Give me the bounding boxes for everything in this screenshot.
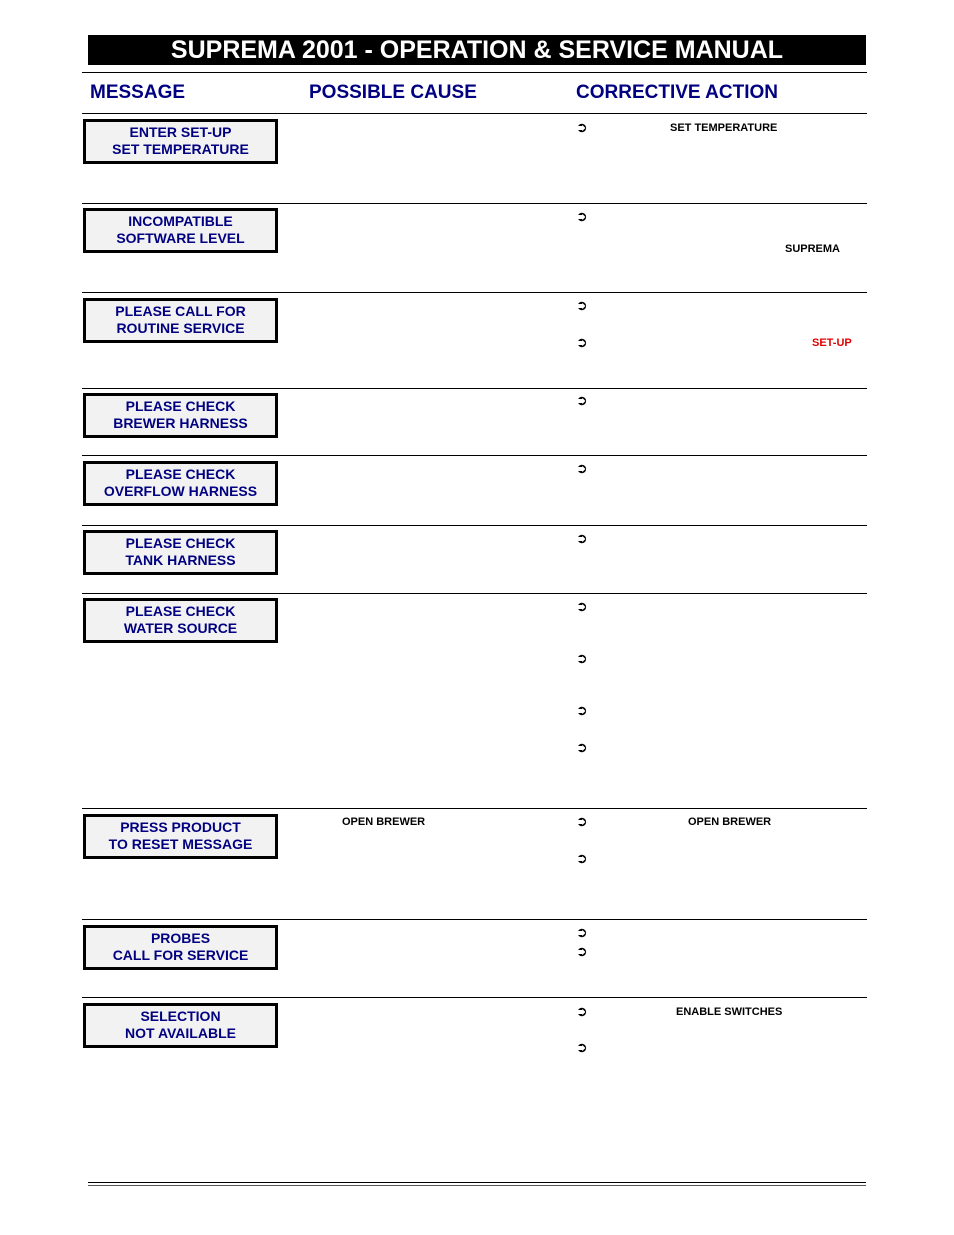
row-divider [82, 203, 867, 204]
message-line-1: PLEASE CHECK [125, 466, 236, 482]
arrow-bullet-icon: ➲ [576, 335, 588, 351]
footer-rule [88, 1182, 866, 1183]
message-box-overflow-harness [83, 461, 278, 506]
arrow-bullet-icon: ➲ [576, 944, 588, 960]
message-line-1: PROBES [150, 930, 211, 946]
message-line-2: TANK HARNESS [125, 552, 236, 568]
arrow-bullet-icon: ➲ [576, 599, 588, 615]
message-line-1: PLEASE CHECK [125, 398, 236, 414]
page-title: SUPREMA 2001 - OPERATION & SERVICE MANUAL [88, 35, 866, 65]
message-line-2: NOT AVAILABLE [125, 1025, 236, 1041]
arrow-bullet-icon: ➲ [576, 531, 588, 547]
message-line-1: ENTER SET-UP [129, 124, 232, 140]
arrow-bullet-icon: ➲ [576, 1004, 588, 1020]
message-box-routine-service [83, 298, 278, 343]
message-line-2: TO RESET MESSAGE [108, 836, 253, 852]
cause-label: OPEN BREWER [342, 816, 426, 828]
message-line-2: OVERFLOW HARNESS [103, 483, 258, 499]
row-divider [82, 455, 867, 456]
row-divider [82, 997, 867, 998]
action-label: SET TEMPERATURE [670, 122, 778, 134]
message-line-1: INCOMPATIBLE [128, 213, 233, 229]
message-line-2: CALL FOR SERVICE [112, 947, 249, 963]
arrow-bullet-icon: ➲ [576, 814, 588, 830]
column-header-message: MESSAGE [90, 82, 186, 103]
row-divider [82, 808, 867, 809]
action-label: OPEN BREWER [688, 816, 772, 828]
footer-rule-thin [88, 1185, 866, 1186]
row-divider [82, 593, 867, 594]
arrow-bullet-icon: ➲ [576, 703, 588, 719]
message-box-tank-harness [83, 530, 278, 575]
column-header-cause: POSSIBLE CAUSE [309, 82, 477, 103]
arrow-bullet-icon: ➲ [576, 740, 588, 756]
row-divider [82, 525, 867, 526]
row-divider [82, 919, 867, 920]
message-line-2: ROUTINE SERVICE [116, 320, 245, 336]
message-line-1: PLEASE CHECK [125, 535, 236, 551]
row-divider [82, 292, 867, 293]
action-label: SUPREMA [785, 243, 841, 255]
column-header-action: CORRECTIVE ACTION [576, 82, 778, 103]
message-line-1: PLEASE CHECK [125, 603, 236, 619]
message-line-2: SOFTWARE LEVEL [116, 230, 245, 246]
arrow-bullet-icon: ➲ [576, 461, 588, 477]
arrow-bullet-icon: ➲ [576, 651, 588, 667]
message-box-water-source [83, 598, 278, 643]
message-line-1: PLEASE CALL FOR [115, 303, 246, 319]
arrow-bullet-icon: ➲ [576, 925, 588, 941]
arrow-bullet-icon: ➲ [576, 120, 588, 136]
row-divider [82, 388, 867, 389]
message-box-press-product [83, 814, 278, 859]
arrow-bullet-icon: ➲ [576, 298, 588, 314]
message-line-2: BREWER HARNESS [113, 415, 248, 431]
message-line-2: WATER SOURCE [123, 620, 238, 636]
header-top-rule [82, 72, 867, 73]
message-box-brewer-harness [83, 393, 278, 438]
message-box-incompatible-software [83, 208, 278, 253]
arrow-bullet-icon: ➲ [576, 209, 588, 225]
arrow-bullet-icon: ➲ [576, 851, 588, 867]
message-line-1: PRESS PRODUCT [120, 819, 241, 835]
header-bottom-rule [82, 113, 867, 114]
message-box-probes [83, 925, 278, 970]
arrow-bullet-icon: ➲ [576, 393, 588, 409]
message-box-selection-not-available [83, 1003, 278, 1048]
message-line-2: SET TEMPERATURE [112, 141, 249, 157]
arrow-bullet-icon: ➲ [576, 1040, 588, 1056]
action-label-setup: SET-UP [812, 337, 852, 349]
message-box-enter-setup [83, 119, 278, 164]
action-label: ENABLE SWITCHES [676, 1006, 783, 1018]
message-line-1: SELECTION [140, 1008, 221, 1024]
